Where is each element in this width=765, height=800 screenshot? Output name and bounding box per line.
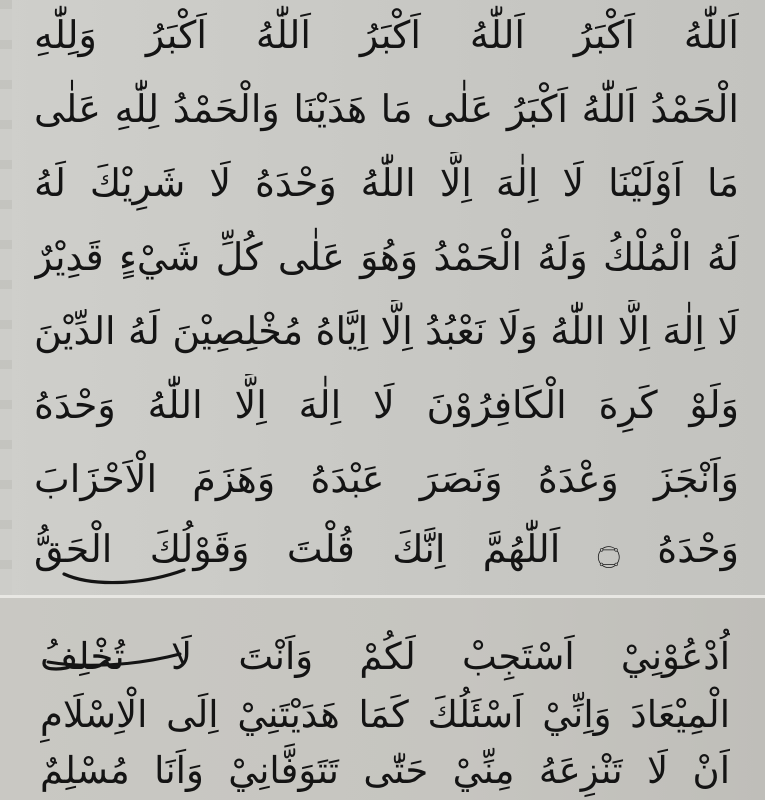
passage-line-8: وَحْدَهُ ۝ اَللّٰهُمَّ اِنَّكَ قُلْتَ وَقَوْلُكَ الْحَقُّ bbox=[34, 527, 739, 571]
passage-line-7: وَاَنْجَزَ وَعْدَهُ وَنَصَرَ عَبْدَهُ وَهَزَمَ الْاَحْزَابَ bbox=[34, 457, 739, 501]
passage-line-6: وَلَوْ كَرِهَ الْكَافِرُوْنَ لَا اِلٰهَ اِلَّا اللّٰهُ وَحْدَهُ bbox=[34, 383, 739, 427]
binding-shadow bbox=[0, 0, 12, 596]
passage-line-4: لَهُ الْمُلْكُ وَلَهُ الْحَمْدُ وَهُوَ عَلٰى كُلِّ شَيْءٍ قَدِيْرٌ bbox=[34, 235, 739, 279]
passage-line-1: اَللّٰهُ اَكْبَرُ اَللّٰهُ اَكْبَرُ اَللّٰهُ اَكْبَرُ وَلِلّٰهِ bbox=[34, 13, 739, 57]
passage-line-2: الْحَمْدُ اَللّٰهُ اَكْبَرُ عَلٰى مَا هَدَيْنَا وَالْحَمْدُ لِلّٰهِ عَلٰى bbox=[34, 87, 739, 131]
passage-line-9: اُدْعُوْنِيْ اَسْتَجِبْ لَكُمْ وَاَنْتَ لَا تُخْلِفُ bbox=[40, 635, 730, 678]
passage-line-10: الْمِيْعَادَ وَاِنِّيْ اَسْئَلُكَ كَمَا هَدَيْتَنِيْ اِلَى الْاِسْلَامِ bbox=[40, 693, 730, 736]
passage-line-11: اَنْ لَا تَنْزِعَهُ مِنِّيْ حَتّٰى تَتَوَفَّانِيْ وَاَنَا مُسْلِمٌ bbox=[40, 749, 730, 792]
passage-line-5: لَا اِلٰهَ اِلَّا اللّٰهُ وَلَا نَعْبُدُ اِلَّا اِيَّاهُ مُخْلِصِيْنَ لَهُ الدِّيْنَ bbox=[34, 309, 739, 353]
passage-line-3: مَا اَوْلَيْنَا لَا اِلٰهَ اِلَّا اللّٰهُ وَحْدَهُ لَا شَرِيْكَ لَهُ bbox=[34, 161, 739, 205]
prayer-passage-bottom bbox=[0, 598, 765, 800]
